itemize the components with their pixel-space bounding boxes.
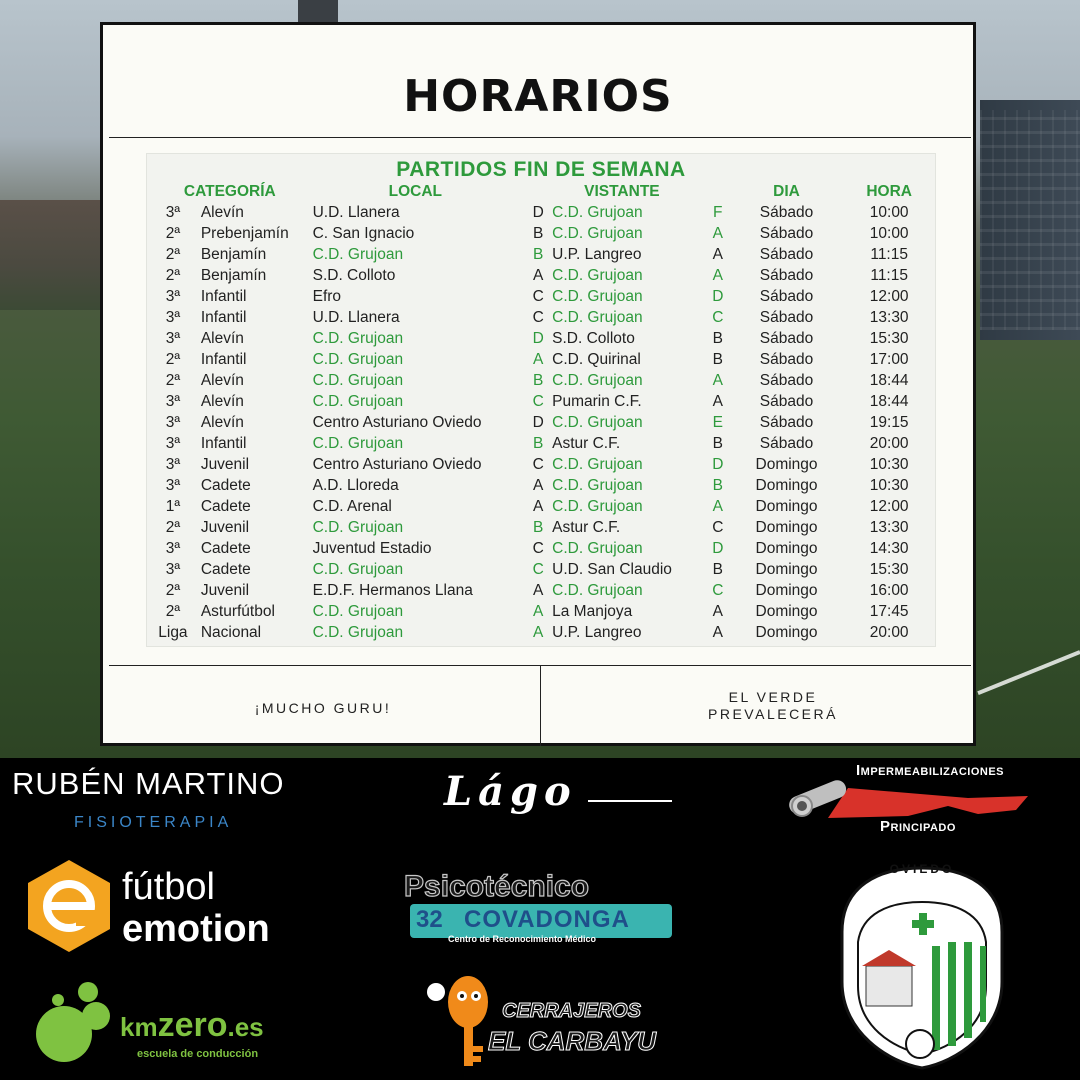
row-local-group: A (533, 266, 544, 284)
club-crest (836, 862, 1008, 1074)
imp-line1: Impermeabilizaciones (856, 762, 1005, 779)
schedule-row (147, 412, 937, 433)
row-division: 3ª (165, 434, 181, 452)
row-local-group: C (532, 308, 544, 326)
row-time: 16:00 (869, 581, 909, 599)
row-division: Liga (158, 623, 188, 641)
row-division: 3ª (165, 476, 181, 494)
row-visitor-team: C.D. Quirinal (552, 350, 641, 368)
row-visitor-group: A (712, 602, 723, 620)
schedule-row (147, 601, 937, 622)
schedule-row (147, 370, 937, 391)
ruben-sub: FISIOTERAPIA (74, 814, 233, 831)
row-time: 15:30 (869, 329, 909, 347)
row-visitor-team: U.P. Langreo (552, 623, 642, 641)
row-local-group: C (532, 539, 544, 557)
row-day: Sábado (759, 392, 814, 410)
header-local: LOCAL (388, 183, 442, 200)
row-visitor-team: La Manjoya (552, 602, 633, 620)
row-day: Domingo (755, 560, 818, 578)
row-day: Domingo (755, 455, 818, 473)
schedule-row (147, 223, 937, 244)
footer-right-line2: PREVALECERÁ (708, 706, 838, 722)
row-time: 12:00 (869, 497, 909, 515)
sponsor-futbol-emotion (26, 858, 326, 958)
row-division: 2ª (165, 266, 181, 284)
row-local-team: C.D. Grujoan (312, 329, 404, 347)
row-local-team: C.D. Grujoan (312, 560, 404, 578)
row-division: 2ª (165, 518, 181, 536)
kmzero-suffix: .es (227, 1012, 264, 1042)
row-visitor-group: D (712, 287, 724, 305)
row-local-team: C.D. Grujoan (312, 623, 404, 641)
row-category: Juvenil (200, 455, 250, 473)
row-local-group: A (533, 350, 544, 368)
row-category: Benjamín (200, 245, 267, 263)
row-visitor-team: C.D. Grujoan (552, 455, 643, 473)
cerr-line1: CERRAJEROS (502, 1000, 641, 1022)
row-local-group: C (532, 287, 544, 305)
header-hora: HORA (866, 183, 912, 200)
background-field-line (977, 650, 1080, 695)
row-time: 10:30 (869, 455, 909, 473)
futbol-line2: emotion (122, 908, 270, 950)
schedule-row (147, 328, 937, 349)
row-local-team: C.D. Arenal (312, 497, 392, 515)
kmzero-wordmark (120, 1006, 264, 1045)
schedule-row (147, 286, 937, 307)
kmzero-dots-icon (30, 980, 120, 1070)
psico-line1: Psicotécnico (404, 870, 590, 903)
row-day: Sábado (759, 434, 814, 452)
schedule-title: PARTIDOS FIN DE SEMANA (396, 158, 686, 181)
row-category: Juvenil (200, 518, 250, 536)
schedule-row (147, 580, 937, 601)
row-visitor-group: A (712, 224, 723, 242)
row-visitor-group: C (712, 308, 724, 326)
sponsor-psicotecnico-covadonga (404, 870, 676, 950)
divider-vertical (540, 666, 541, 746)
lago-logo: Lágo (444, 768, 577, 815)
cerr-line2: EL CARBAYU (488, 1026, 657, 1056)
row-day: Domingo (755, 581, 818, 599)
row-time: 13:30 (869, 308, 909, 326)
row-local-team: C.D. Grujoan (312, 371, 404, 389)
row-visitor-group: C (712, 581, 724, 599)
row-visitor-group: D (712, 539, 724, 557)
row-visitor-team: C.D. Grujoan (552, 413, 643, 431)
row-visitor-group: D (712, 455, 724, 473)
row-category: Cadete (200, 539, 251, 557)
row-division: 3ª (165, 413, 181, 431)
sponsor-impermeabilizaciones (788, 758, 1068, 838)
cd-grujoan-crest (836, 862, 1008, 1074)
row-day: Domingo (755, 497, 818, 515)
header-categoria: CATEGORÍA (183, 183, 276, 200)
row-time: 10:00 (869, 224, 909, 242)
row-local-group: A (533, 602, 544, 620)
row-visitor-team: U.P. Langreo (552, 245, 642, 263)
row-category: Infantil (200, 350, 247, 368)
row-local-team: U.D. Llanera (312, 203, 400, 221)
schedule-row (147, 307, 937, 328)
row-day: Sábado (759, 350, 814, 368)
row-local-group: D (532, 203, 544, 221)
row-time: 17:45 (869, 602, 909, 620)
row-day: Sábado (759, 245, 814, 263)
psico-line2: COVADONGA (464, 906, 630, 933)
sponsors-area (0, 758, 1080, 1080)
schedule-panel (146, 153, 936, 647)
row-division: 2ª (165, 245, 181, 263)
row-day: Domingo (755, 623, 818, 641)
row-visitor-group: A (712, 623, 723, 641)
row-local-team: Juventud Estadio (312, 539, 432, 557)
row-local-group: B (533, 371, 544, 389)
row-division: 3ª (165, 392, 181, 410)
footer-slogan-right (603, 689, 943, 723)
row-visitor-group: B (712, 329, 723, 347)
row-time: 20:00 (869, 623, 909, 641)
row-local-team: Efro (312, 287, 342, 305)
row-visitor-team: C.D. Grujoan (552, 308, 643, 326)
schedule-table (147, 182, 937, 643)
row-category: Infantil (200, 287, 247, 305)
row-day: Domingo (755, 539, 818, 557)
row-local-group: B (533, 518, 544, 536)
kmzero-prefix: km (120, 1012, 158, 1042)
row-day: Sábado (759, 203, 814, 221)
row-visitor-team: S.D. Colloto (552, 329, 635, 347)
row-division: 2ª (165, 350, 181, 368)
sponsor-ruben-martino (12, 766, 312, 832)
futbol-line1: fútbol (122, 866, 215, 908)
row-division: 2ª (165, 602, 181, 620)
row-time: 12:00 (869, 287, 909, 305)
schedule-row (147, 433, 937, 454)
row-local-group: C (532, 392, 544, 410)
row-category: Juvenil (200, 581, 250, 599)
header-visitante: VISTANTE (584, 183, 660, 200)
background-building-windows (980, 110, 1080, 330)
schedule-header-row (147, 182, 937, 202)
row-visitor-team: C.D. Grujoan (552, 266, 643, 284)
row-local-group: C (532, 560, 544, 578)
row-local-team: A.D. Lloreda (312, 476, 399, 494)
kmzero-sub: escuela de conducción (137, 1048, 259, 1060)
background-floodlight (298, 0, 338, 22)
row-visitor-group: A (712, 266, 723, 284)
row-category: Cadete (200, 497, 251, 515)
ruben-name: RUBÉN MARTINO (12, 766, 285, 801)
row-local-team: E.D.F. Hermanos Llana (312, 581, 473, 599)
row-visitor-team: C.D. Grujoan (552, 497, 643, 515)
schedule-row (147, 559, 937, 580)
schedule-row (147, 265, 937, 286)
row-local-group: B (533, 434, 544, 452)
row-category: Asturfútbol (200, 602, 275, 620)
row-visitor-team: C.D. Grujoan (552, 203, 643, 221)
row-local-group: A (533, 476, 544, 494)
row-time: 15:30 (869, 560, 909, 578)
header-dia: DIA (773, 183, 800, 200)
row-local-team: U.D. Llanera (312, 308, 400, 326)
row-visitor-group: B (712, 560, 723, 578)
row-visitor-team: C.D. Grujoan (552, 581, 643, 599)
row-time: 20:00 (869, 434, 909, 452)
row-category: Cadete (200, 476, 251, 494)
row-local-team: C.D. Grujoan (312, 602, 404, 620)
row-division: 2ª (165, 581, 181, 599)
row-visitor-team: C.D. Grujoan (552, 224, 643, 242)
row-local-team: C.D. Grujoan (312, 245, 404, 263)
row-division: 3ª (165, 329, 181, 347)
row-category: Alevín (200, 329, 244, 347)
row-local-group: B (533, 224, 544, 242)
row-category: Infantil (200, 308, 247, 326)
row-time: 18:44 (869, 371, 909, 389)
row-category: Nacional (200, 623, 262, 641)
schedule-row (147, 454, 937, 475)
row-visitor-team: Astur C.F. (552, 434, 621, 452)
row-visitor-group: A (712, 392, 723, 410)
divider-top (109, 137, 971, 138)
row-visitor-team: C.D. Grujoan (552, 476, 643, 494)
footer-slogan-left: ¡MUCHO GURU! (254, 700, 392, 716)
row-local-team: C. San Ignacio (312, 224, 415, 242)
row-day: Domingo (755, 602, 818, 620)
psico-line3: Centro de Reconocimiento Médico (448, 934, 597, 944)
kmzero-big: zero (157, 1006, 228, 1044)
schedule-row (147, 475, 937, 496)
sponsor-lago (438, 768, 678, 818)
row-day: Sábado (759, 413, 814, 431)
row-category: Alevín (200, 371, 244, 389)
row-visitor-team: Pumarin C.F. (552, 392, 642, 410)
row-division: 3ª (165, 539, 181, 557)
row-local-team: Centro Asturiano Oviedo (312, 413, 482, 431)
row-division: 1ª (165, 497, 181, 515)
row-visitor-group: B (712, 476, 723, 494)
row-visitor-group: A (712, 245, 723, 263)
schedule-row (147, 349, 937, 370)
row-local-team: C.D. Grujoan (312, 518, 404, 536)
row-division: 3ª (165, 560, 181, 578)
schedule-row (147, 538, 937, 559)
schedule-row (147, 244, 937, 265)
row-visitor-group: F (713, 203, 723, 221)
row-visitor-group: A (712, 497, 723, 515)
schedule-card (100, 22, 976, 746)
row-day: Sábado (759, 266, 814, 284)
row-time: 10:00 (869, 203, 909, 221)
psico-number: 32 (416, 906, 443, 933)
row-category: Alevín (200, 392, 244, 410)
schedule-row (147, 496, 937, 517)
row-local-team: S.D. Colloto (312, 266, 396, 284)
row-local-group: C (532, 455, 544, 473)
row-visitor-group: B (712, 350, 723, 368)
row-division: 2ª (165, 371, 181, 389)
row-visitor-group: E (712, 413, 723, 431)
row-time: 11:15 (870, 266, 908, 284)
row-local-team: C.D. Grujoan (312, 434, 404, 452)
row-local-team: Centro Asturiano Oviedo (312, 455, 482, 473)
row-category: Infantil (200, 434, 247, 452)
row-day: Sábado (759, 371, 814, 389)
imp-line2: Principado (880, 818, 956, 835)
row-time: 14:30 (869, 539, 909, 557)
row-local-group: D (532, 329, 544, 347)
row-local-team: C.D. Grujoan (312, 392, 404, 410)
row-time: 13:30 (869, 518, 909, 536)
row-time: 11:15 (870, 245, 908, 263)
sponsor-kmzero (30, 980, 320, 1070)
row-division: 3ª (165, 455, 181, 473)
row-day: Sábado (759, 224, 814, 242)
row-time: 10:30 (869, 476, 909, 494)
row-local-group: D (532, 413, 544, 431)
row-day: Sábado (759, 308, 814, 326)
row-category: Alevín (200, 413, 244, 431)
row-visitor-team: Astur C.F. (552, 518, 621, 536)
row-time: 17:00 (869, 350, 909, 368)
row-visitor-team: C.D. Grujoan (552, 539, 643, 557)
crest-top-text: OVIEDO (889, 862, 955, 876)
row-category: Alevín (200, 203, 244, 221)
sponsor-cerrajeros (424, 972, 690, 1072)
page-title: HORARIOS (403, 71, 673, 122)
futbol-emotion-hex-icon (26, 858, 112, 954)
row-division: 3ª (165, 203, 181, 221)
row-time: 19:15 (869, 413, 909, 431)
row-day: Domingo (755, 476, 818, 494)
row-visitor-team: C.D. Grujoan (552, 287, 643, 305)
footer-right-line1: EL VERDE (728, 689, 818, 705)
schedule-body (147, 202, 937, 643)
row-division: 3ª (165, 308, 181, 326)
row-visitor-group: C (712, 518, 724, 536)
row-local-group: A (533, 497, 544, 515)
row-visitor-group: A (712, 371, 723, 389)
schedule-row (147, 622, 937, 643)
lago-line (588, 800, 672, 802)
row-visitor-team: C.D. Grujoan (552, 371, 643, 389)
row-visitor-team: U.D. San Claudio (552, 560, 672, 578)
row-category: Benjamín (200, 266, 267, 284)
key-mascot-icon (424, 972, 504, 1072)
row-local-team: C.D. Grujoan (312, 350, 404, 368)
row-division: 3ª (165, 287, 181, 305)
row-local-group: A (533, 623, 544, 641)
row-time: 18:44 (869, 392, 909, 410)
row-day: Sábado (759, 287, 814, 305)
row-category: Cadete (200, 560, 251, 578)
schedule-row (147, 202, 937, 223)
schedule-row (147, 517, 937, 538)
row-division: 2ª (165, 224, 181, 242)
row-local-group: A (533, 581, 544, 599)
schedule-row (147, 391, 937, 412)
background-stand (0, 200, 100, 310)
row-category: Prebenjamín (200, 224, 289, 242)
row-day: Domingo (755, 518, 818, 536)
row-day: Sábado (759, 329, 814, 347)
row-visitor-group: B (712, 434, 723, 452)
row-local-group: B (533, 245, 544, 263)
